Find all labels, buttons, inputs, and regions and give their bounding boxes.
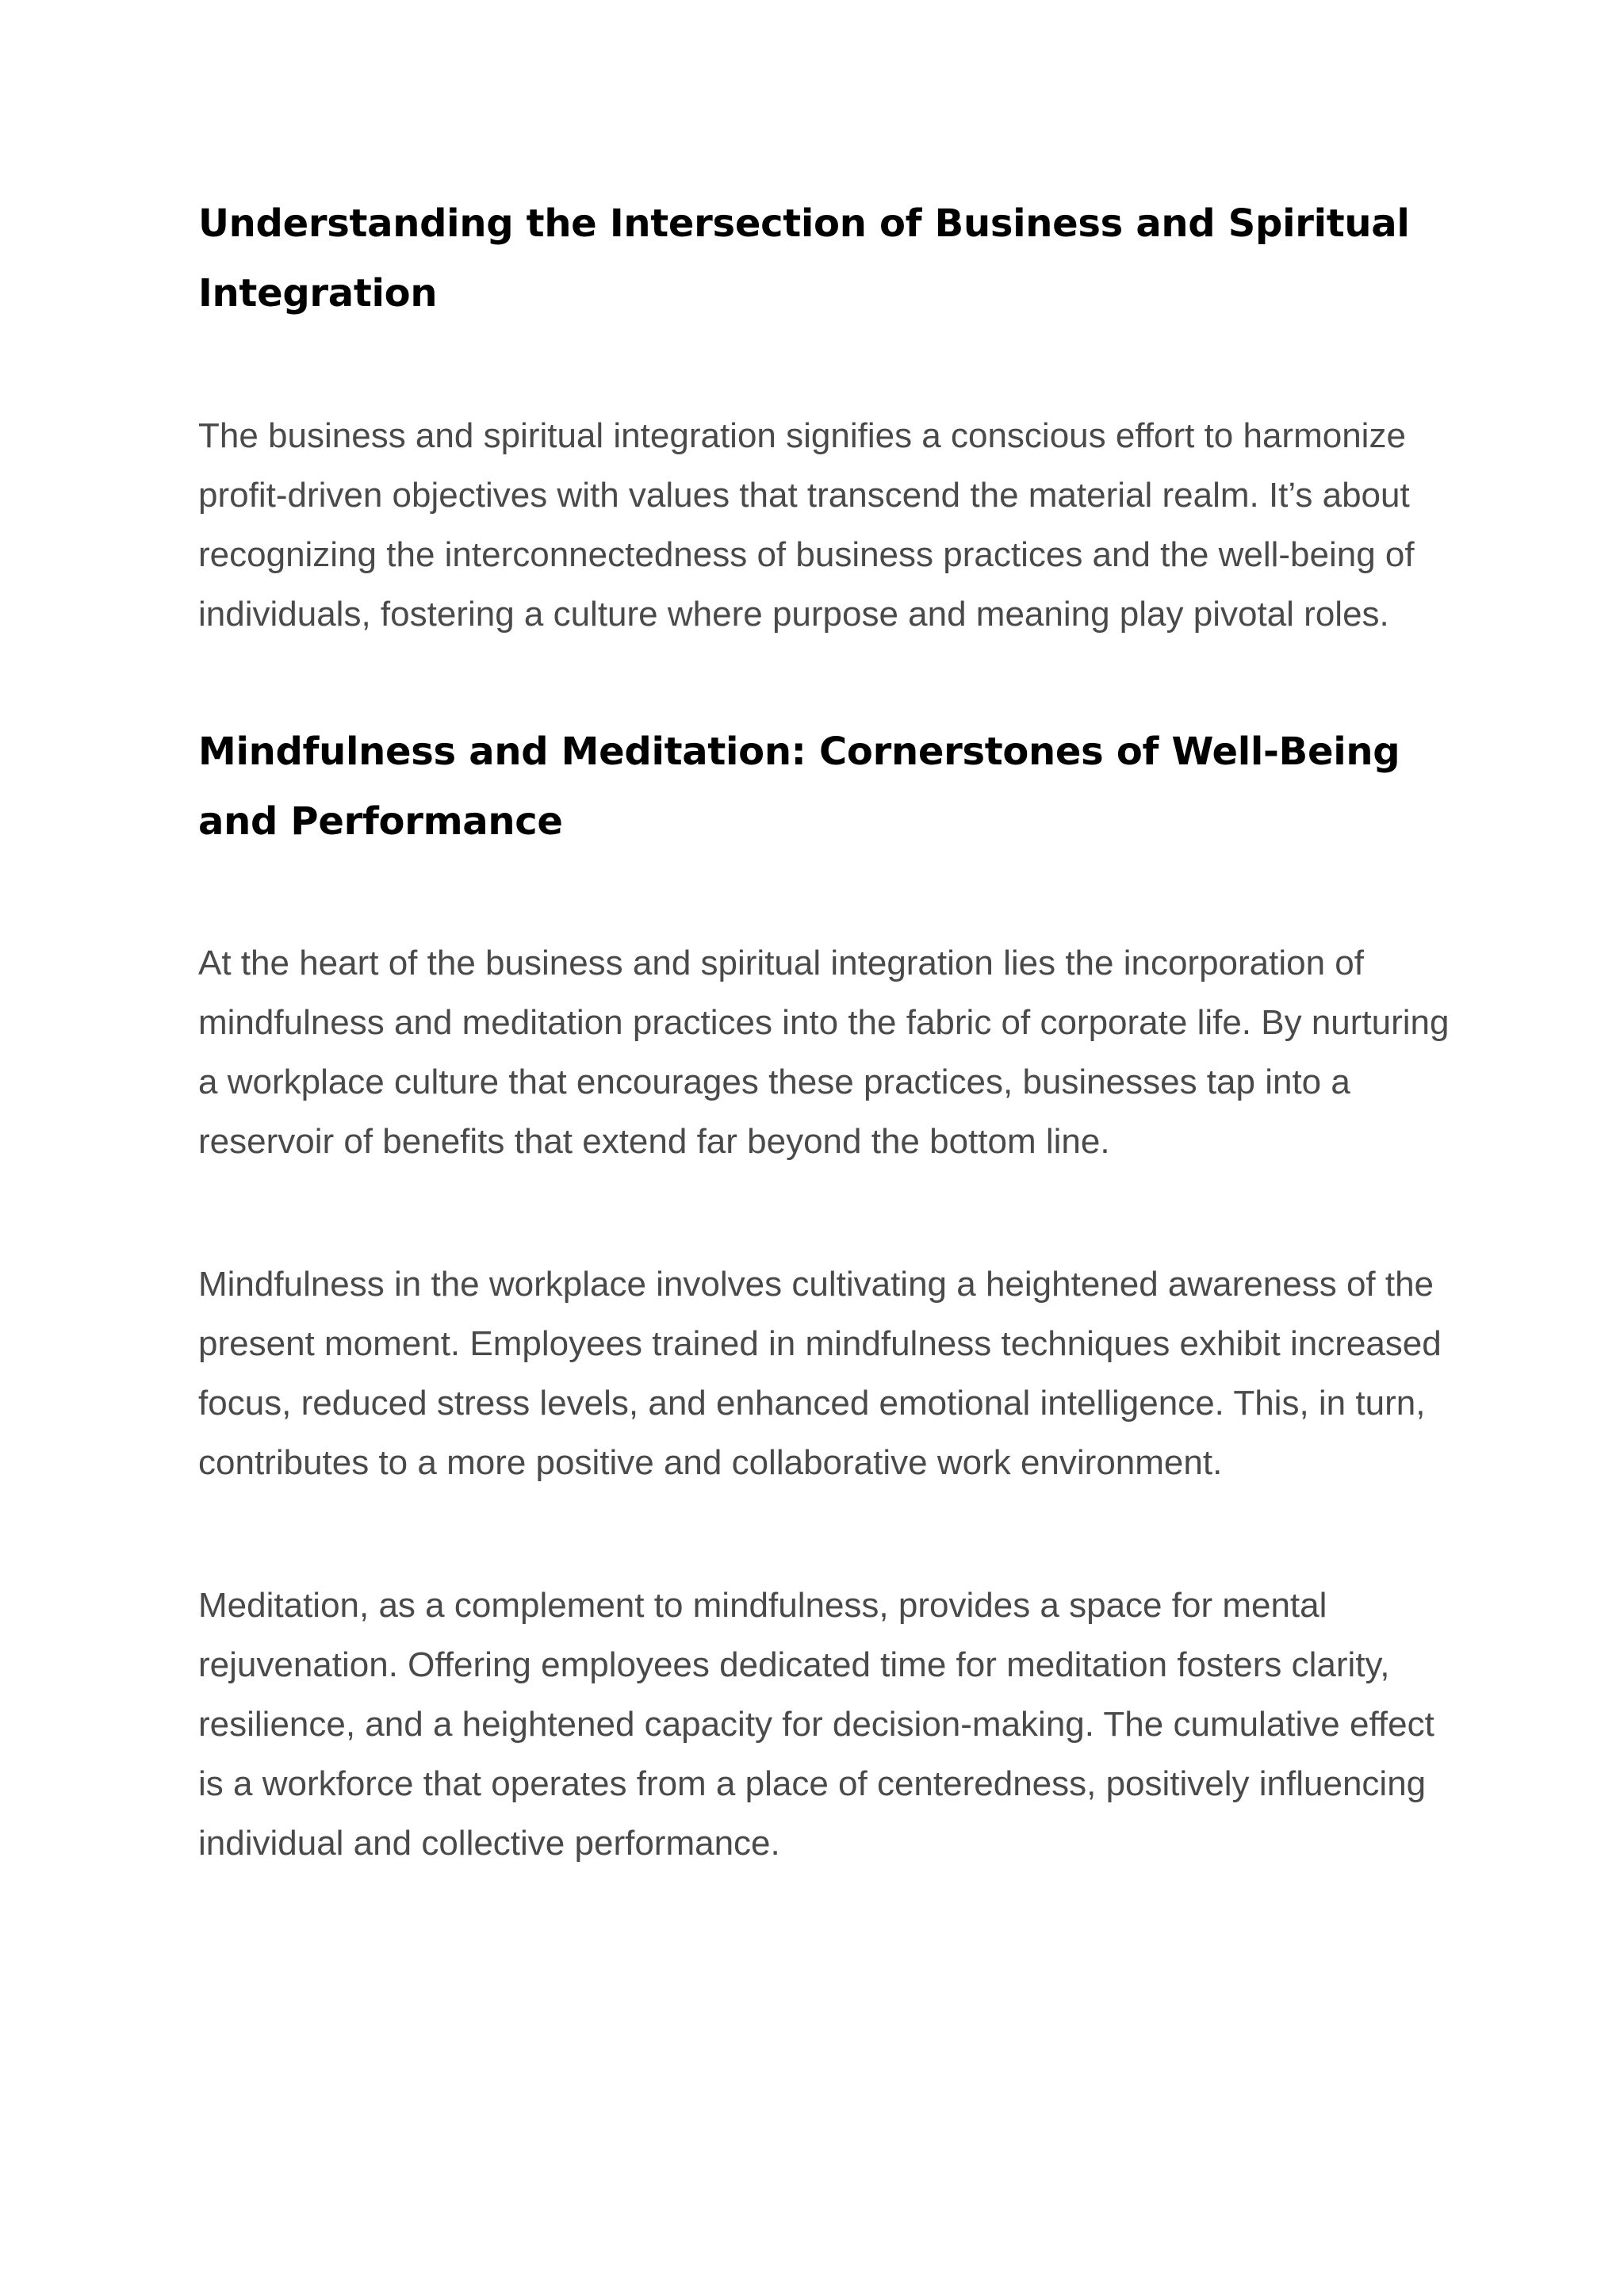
document-body — [198, 189, 1451, 1873]
paragraph-meditation-complement: Meditation, as a complement to mindfulness, provides a space for mental rejuvenation. Offering employees dedicated time for meditation fosters clarity, resilience, and a heightened capacity for decision-making. The cumulative effect is a workforce that operates from a place of centeredness, positively influencing individual and collective performance. — [198, 1586, 1434, 1863]
paragraph-integration-definition: The business and spiritual integration signifies a conscious effort to harmonize profit-driven objectives with values that transcend the material realm. It’s about recognizing the interconnectedness of business practices and the well-being of individuals, fostering a culture where purpose and meaning play pivotal roles. — [198, 416, 1415, 634]
section-heading-mindfulness-meditation: Mindfulness and Meditation: Cornerstones of Well-Being and Performance — [198, 730, 1400, 844]
paragraph-heart-of-integration: At the heart of the business and spiritual integration lies the incorporation of mindfulness and meditation practices into the fabric of corporate life. By nurturing a workplace culture that encourages these practices, businesses tap into a reservoir of benefits that extend far beyond the bottom line. — [198, 944, 1450, 1161]
paragraph-mindfulness-workplace: Mindfulness in the workplace involves cultivating a heightened awareness of the present moment. Employees trained in mindfulness techniques exhibit increased focus, reduced stress levels, and enhanced emotional intelligence. This, in turn, contributes to a more positive and collaborative work environment. — [198, 1265, 1442, 1482]
section-heading-intersection: Understanding the Intersection of Business and Spiritual Integration — [198, 201, 1410, 316]
